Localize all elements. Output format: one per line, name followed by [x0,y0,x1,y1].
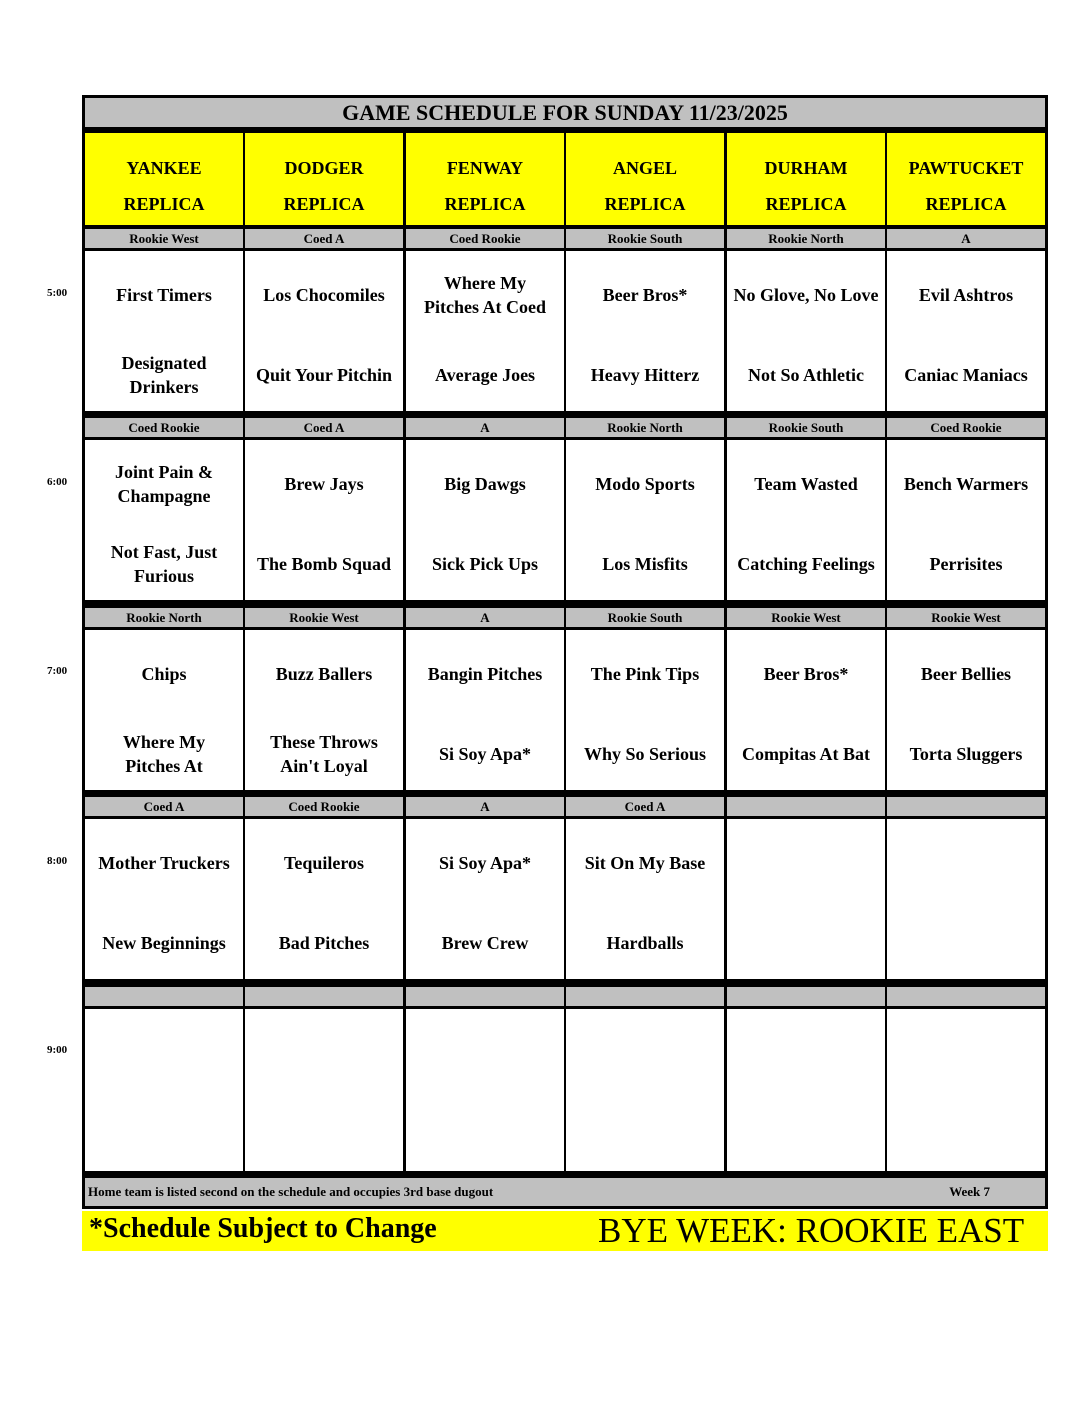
time-label: 5:00 [47,287,68,299]
away-team: Modo Sports [595,474,695,494]
field-type: REPLICA [444,194,526,214]
away-team: Mother Truckers [98,853,230,873]
home-team: Why So Serious [583,744,707,764]
field-header [245,133,403,225]
away-team: Bench Warmers [903,474,1029,494]
home-team: Hardballs [606,933,684,953]
game-cell [85,251,243,411]
league-label: A [406,797,564,816]
league-label [727,987,885,1006]
schedule-title: GAME SCHEDULE FOR SUNDAY 11/23/2025 [85,98,1045,130]
game-cell [406,251,564,411]
league-label [566,987,724,1006]
game-cell [727,440,885,600]
away-team [887,819,1045,907]
game-cell [727,819,885,979]
game-cell [566,1009,724,1171]
time-label: 6:00 [47,476,68,488]
league-label: Rookie South [727,418,885,437]
away-team: Team Wasted [754,474,858,494]
league-label: Coed Rookie [85,418,243,437]
league-label: Coed A [85,797,243,816]
game-cell [887,630,1045,790]
home-team [887,1091,1045,1175]
league-label [887,987,1045,1006]
league-label: A [406,608,564,627]
league-label: Rookie South [566,229,724,248]
home-team: New Beginnings [102,933,226,953]
field-name: DURHAM [764,158,848,178]
away-team: Evil Ashtros [918,285,1014,305]
home-team [85,1091,243,1175]
away-team: No Glove, No Love [733,285,879,305]
field-type: REPLICA [925,194,1007,214]
field-name: ANGEL [612,158,677,178]
field-header [727,133,885,225]
home-team: Not Fast, Just Furious [110,542,218,586]
away-team: The Pink Tips [590,664,700,684]
field-name: YANKEE [126,158,202,178]
home-team: Sick Pick Ups [431,554,539,574]
league-label: Rookie West [85,229,243,248]
game-cell [727,251,885,411]
home-team [727,901,885,985]
away-team: Beer Bros* [763,664,849,684]
home-team: Torta Sluggers [909,744,1023,764]
game-cell [85,819,243,979]
home-team: Si Soy Apa* [438,744,532,764]
home-team-note: Home team is listed second on the schedule and occupies 3rd base dugout [88,1184,494,1199]
away-team: First Timers [116,285,212,305]
game-cell [245,251,403,411]
league-label [406,987,564,1006]
game-cell [406,1009,564,1171]
game-cell [887,819,1045,979]
home-team: Average Joes [434,365,536,385]
away-team: Los Chocomiles [263,285,385,305]
home-team: Bad Pitches [278,933,370,953]
league-label: Coed Rookie [245,797,403,816]
league-label: Rookie West [887,608,1045,627]
league-label: Coed A [566,797,724,816]
away-team: Beer Bros* [602,285,688,305]
away-team [566,1009,724,1097]
away-team: Buzz Ballers [275,664,373,684]
home-team: These Throws Ain't Loyal [270,732,378,776]
game-cell [887,1009,1045,1171]
league-label: Coed Rookie [887,418,1045,437]
league-label: Rookie West [727,608,885,627]
league-label [727,797,885,816]
game-cell [727,1009,885,1171]
league-label: Rookie North [85,608,243,627]
game-cell [887,440,1045,600]
home-team: Designated Drinkers [121,353,207,397]
game-cell [245,1009,403,1171]
game-cell [566,440,724,600]
away-team: Where My Pitches At Coed [424,273,546,317]
home-team: The Bomb Squad [256,554,392,574]
game-cell [566,819,724,979]
field-type: REPLICA [604,194,686,214]
away-team: Brew Jays [284,474,364,494]
game-cell [85,440,243,600]
home-team: Not So Athletic [748,365,864,385]
away-team: Chips [141,664,187,684]
home-team: Los Misfits [602,554,688,574]
home-team: Catching Feelings [737,554,875,574]
field-header [887,133,1045,225]
home-team: Where My Pitches At [122,732,206,776]
home-team [887,901,1045,985]
league-label: Coed Rookie [406,229,564,248]
away-team [406,1009,564,1097]
game-cell [406,630,564,790]
game-cell [85,630,243,790]
away-team: Tequileros [283,853,365,873]
game-cell [245,630,403,790]
league-label: Coed A [245,418,403,437]
league-label: Rookie North [566,418,724,437]
league-label: A [887,229,1045,248]
bottom-banner [82,1211,1048,1251]
league-label: A [406,418,564,437]
home-team: Perrisites [929,554,1003,574]
league-label [85,987,243,1006]
field-header [566,133,724,225]
game-cell [566,251,724,411]
league-label [245,987,403,1006]
time-label: 8:00 [47,855,68,867]
away-team [887,1009,1045,1097]
home-team: Quit Your Pitchin [255,365,393,385]
home-team [406,1091,564,1175]
game-cell [887,251,1045,411]
game-cell [85,1009,243,1171]
league-label: Rookie North [727,229,885,248]
field-header [406,133,564,225]
league-label: Rookie South [566,608,724,627]
home-team: Brew Crew [441,933,529,953]
away-team [727,1009,885,1097]
game-cell [406,440,564,600]
home-team [566,1091,724,1175]
bye-week-notice: BYE WEEK: ROOKIE EAST [598,1211,1025,1250]
game-cell [245,440,403,600]
game-cell [727,630,885,790]
league-label: Rookie West [245,608,403,627]
field-type: REPLICA [123,194,205,214]
away-team: Bangin Pitches [427,664,543,684]
field-header [85,133,243,225]
away-team [85,1009,243,1097]
away-team [727,819,885,907]
field-name: PAWTUCKET [908,158,1024,178]
away-team: Big Dawgs [444,474,526,494]
game-cell [406,819,564,979]
time-label: 9:00 [47,1044,68,1056]
home-team: Caniac Maniacs [904,365,1028,385]
away-team [245,1009,403,1097]
footer-note [85,1175,1045,1206]
league-label [887,797,1045,816]
game-cell [566,630,724,790]
field-name: FENWAY [446,158,524,178]
home-team [727,1091,885,1175]
away-team: Sit On My Base [584,853,706,873]
time-label: 7:00 [47,665,68,677]
schedule-table [82,95,1048,1209]
league-label: Coed A [245,229,403,248]
home-team: Heavy Hitterz [590,365,700,385]
week-label: Week 7 [949,1184,990,1199]
game-cell [245,819,403,979]
home-team: Compitas At Bat [741,744,870,764]
schedule-change-notice: *Schedule Subject to Change [89,1213,437,1244]
field-type: REPLICA [283,194,365,214]
field-name: DODGER [284,158,364,178]
field-type: REPLICA [765,194,847,214]
away-team: Beer Bellies [920,664,1012,684]
away-team: Si Soy Apa* [438,853,532,873]
away-team: Joint Pain & Champagne [114,462,213,506]
home-team [245,1091,403,1175]
